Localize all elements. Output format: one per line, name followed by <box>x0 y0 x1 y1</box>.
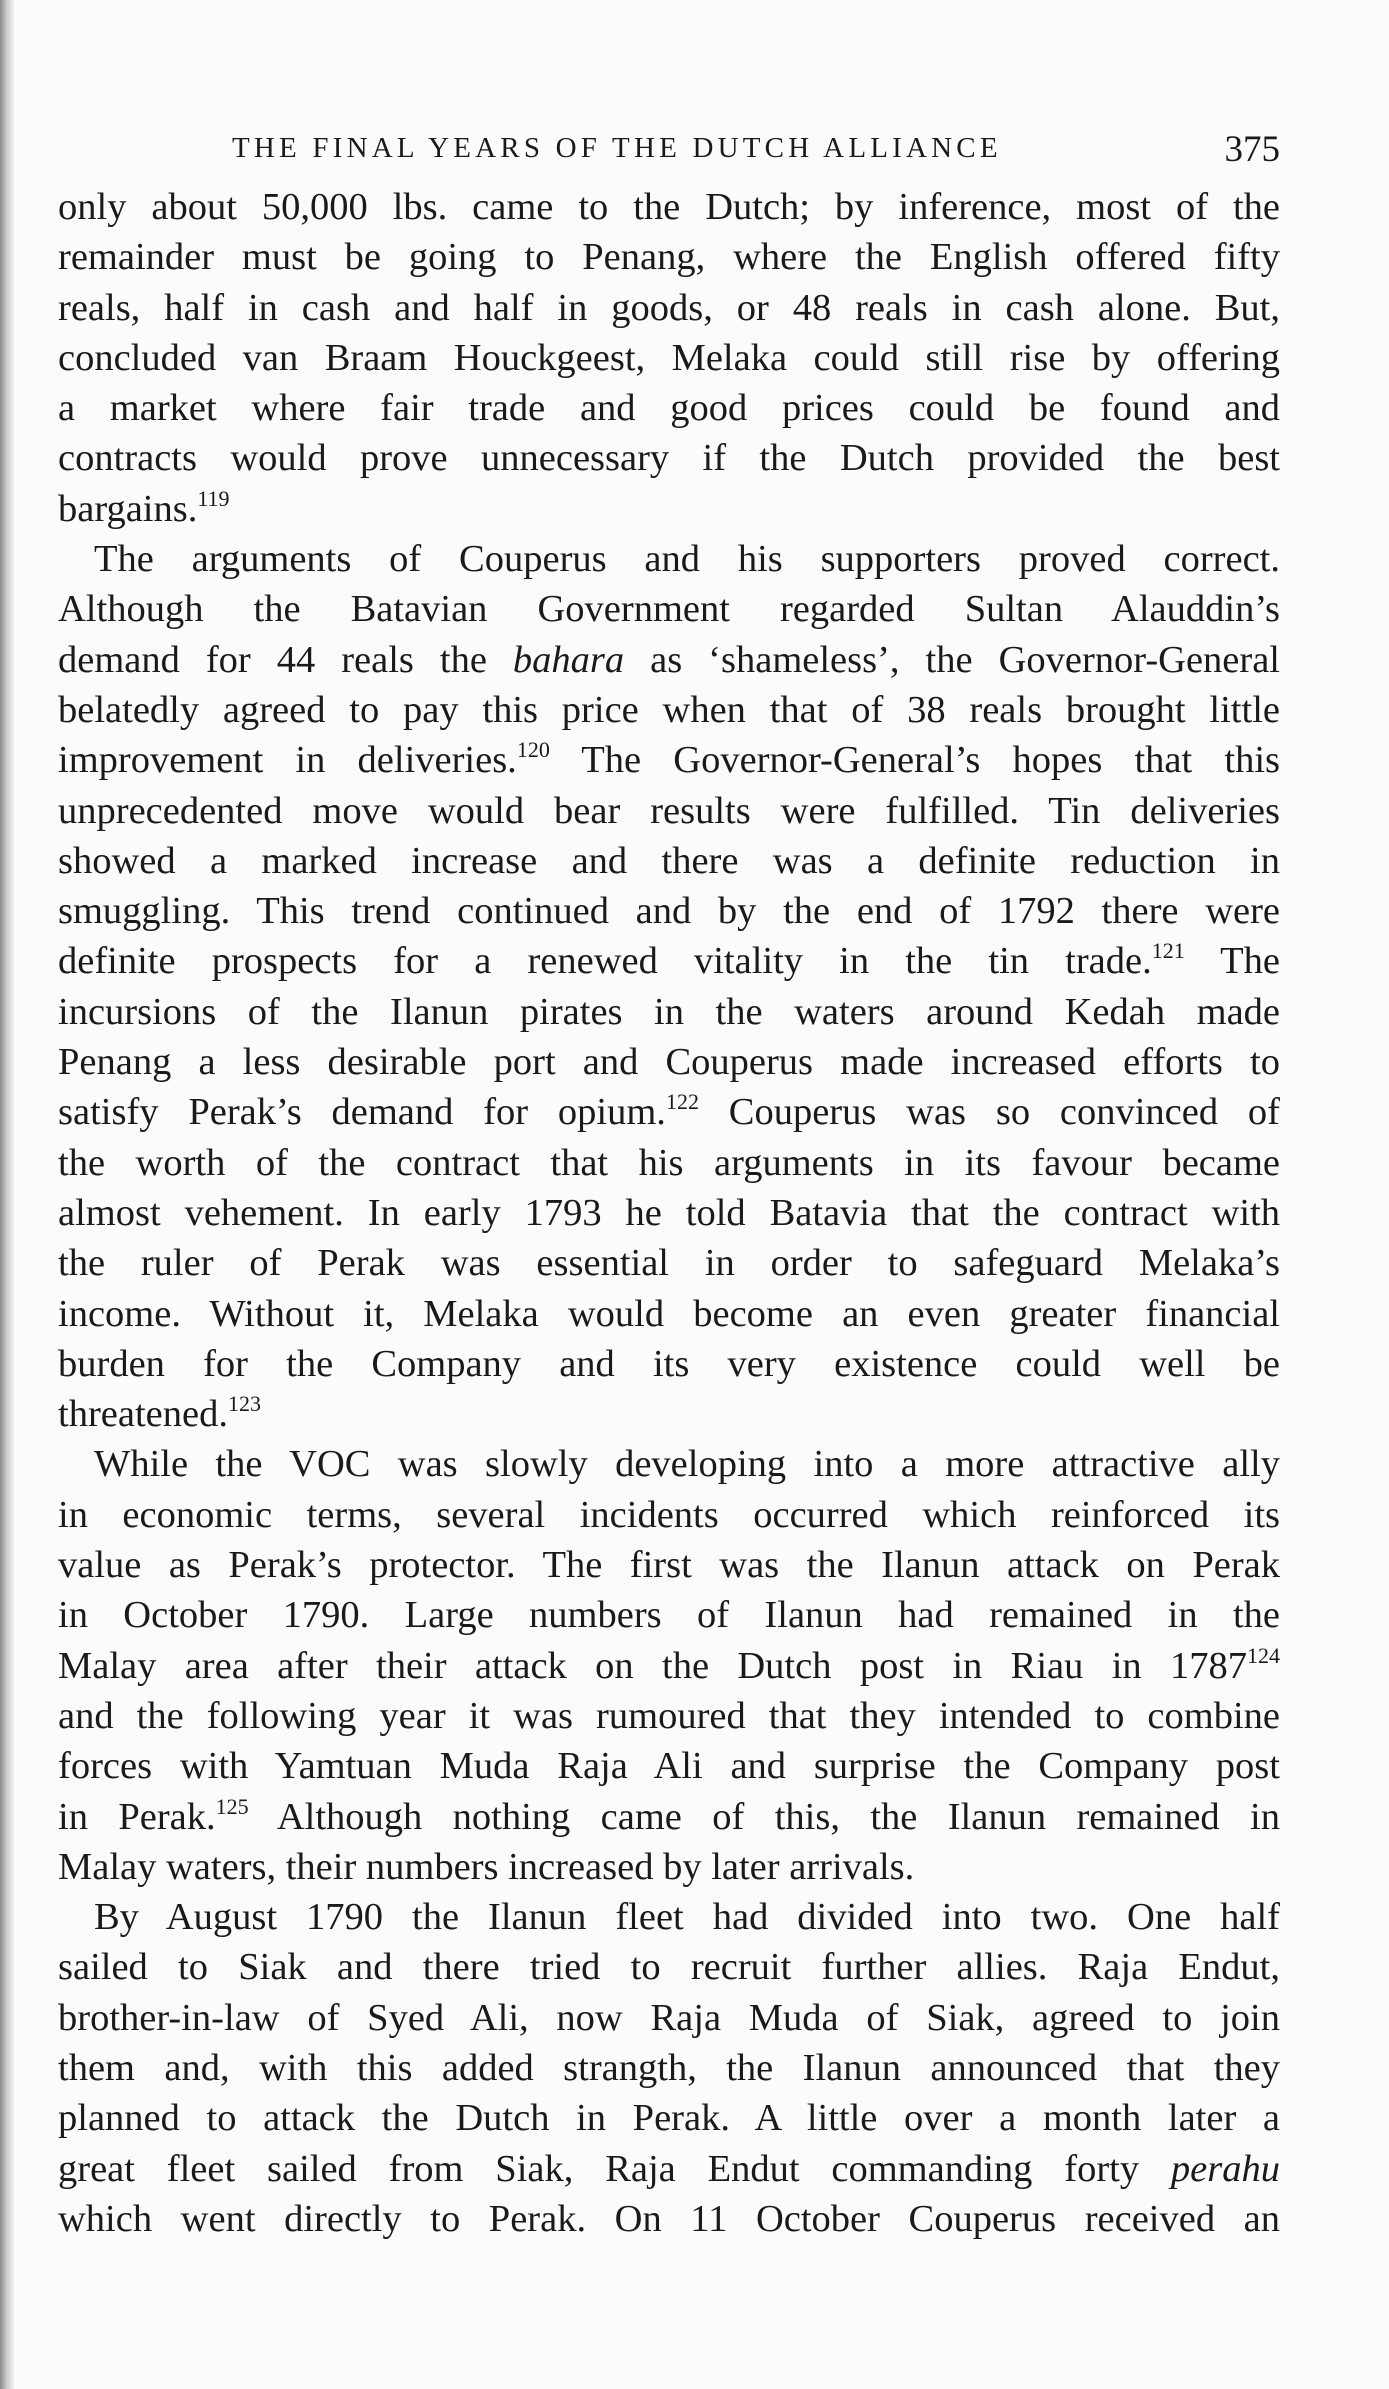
text-segment: The Governor-General’s hopes that this <box>549 739 1280 782</box>
body-text <box>58 182 1280 2244</box>
text-segment: belatedly agreed to pay this price when that of 38 reals brought little <box>58 688 1280 731</box>
text-segment: burden for the Company and its very existence could well be <box>58 1342 1280 1385</box>
page-number: 375 <box>1224 129 1280 170</box>
text-line <box>58 1087 1280 1137</box>
text-segment: Although the Batavian Government regarded Sultan Alauddin’s <box>58 588 1280 631</box>
footnote-marker: 123 <box>227 1391 261 1417</box>
text-line <box>58 685 1280 735</box>
text-segment: contracts would prove unnecessary if the Dutch provided the best <box>58 437 1280 480</box>
text-line <box>58 987 1280 1037</box>
text-line <box>58 1490 1280 1540</box>
text-line <box>58 936 1280 986</box>
text-segment: Although nothing came of this, the Ilanun remained in <box>248 1795 1280 1838</box>
text-segment: in October 1790. Large numbers of Ilanun had remained in the <box>58 1594 1280 1637</box>
text-line <box>58 232 1280 282</box>
text-segment: remainder must be going to Penang, where the English offered fifty <box>58 236 1280 279</box>
text-line <box>58 1188 1280 1238</box>
text-segment: concluded van Braam Houckgeest, Melaka could still rise by offering <box>58 336 1280 379</box>
italic-term: perahu <box>1170 2147 1280 2190</box>
text-line <box>58 1942 1280 1992</box>
text-line <box>58 1842 1280 1892</box>
footnote-marker: 125 <box>215 1793 249 1819</box>
text-line <box>58 1892 1280 1942</box>
text-segment: unprecedented move would bear results were fulfilled. Tin deliveries <box>58 789 1280 832</box>
page-gutter-shadow <box>0 0 14 2389</box>
text-line <box>58 1792 1280 1842</box>
text-line <box>58 1691 1280 1741</box>
text-segment: sailed to Siak and there tried to recruit further allies. Raja Endut, <box>58 1946 1280 1989</box>
footnote-marker: 121 <box>1151 938 1185 964</box>
text-segment: planned to attack the Dutch in Perak. A little over a month later a <box>58 2097 1280 2140</box>
text-segment: which went directly to Perak. On 11 October Couperus received an <box>58 2197 1280 2240</box>
text-line <box>58 283 1280 333</box>
text-line <box>58 1993 1280 2043</box>
text-segment: incursions of the Ilanun pirates in the waters around Kedah made <box>58 990 1280 1033</box>
text-line <box>58 2194 1280 2244</box>
text-segment: threatened. <box>58 1393 228 1436</box>
text-segment: as ‘shameless’, the Governor-General <box>624 638 1280 681</box>
text-line <box>58 1339 1280 1389</box>
text-segment: improvement in deliveries. <box>58 739 517 782</box>
text-line <box>58 1238 1280 1288</box>
text-segment: Malay area after their attack on the Dutch post in Riau in 1787 <box>58 1644 1247 1687</box>
text-segment: satisfy Perak’s demand for opium. <box>58 1091 666 1134</box>
text-line <box>58 1138 1280 1188</box>
text-segment: the worth of the contract that his arguments in its favour became <box>58 1141 1280 1184</box>
text-segment: The arguments of Couperus and his supporters proved correct. <box>94 538 1280 581</box>
text-line <box>58 383 1280 433</box>
text-line <box>58 584 1280 634</box>
text-segment: almost vehement. In early 1793 he told Batavia that the contract with <box>58 1191 1280 1234</box>
text-segment: demand for 44 reals the <box>58 638 513 681</box>
footnote-marker: 122 <box>665 1089 699 1115</box>
text-segment: in economic terms, several incidents occurred which reinforced its <box>58 1493 1280 1536</box>
text-segment: smuggling. This trend continued and by the end of 1792 there were <box>58 890 1280 933</box>
text-segment: Penang a less desirable port and Couperus made increased efforts to <box>58 1041 1280 1084</box>
text-segment: forces with Yamtuan Muda Raja Ali and surprise the Company post <box>58 1745 1280 1788</box>
text-line <box>58 2144 1280 2194</box>
footnote-marker: 119 <box>197 485 230 511</box>
text-segment: While the VOC was slowly developing into a more attractive ally <box>94 1443 1280 1486</box>
text-line <box>58 1439 1280 1489</box>
text-line <box>58 886 1280 936</box>
text-line <box>58 182 1280 232</box>
text-line <box>58 484 1280 534</box>
text-segment: value as Perak’s protector. The first was the Ilanun attack on Perak <box>58 1544 1280 1587</box>
text-line <box>58 786 1280 836</box>
footnote-marker: 120 <box>516 737 550 763</box>
text-segment: The <box>1184 940 1280 983</box>
text-line <box>58 836 1280 886</box>
text-line <box>58 1741 1280 1791</box>
text-line <box>58 2043 1280 2093</box>
footnote-marker: 124 <box>1247 1642 1280 1668</box>
text-segment: Malay waters, their numbers increased by later arrivals. <box>58 1845 915 1888</box>
text-segment: showed a marked increase and there was a definite reduction in <box>58 839 1280 882</box>
text-segment: a market where fair trade and good prices could be found and <box>58 387 1280 430</box>
text-segment: and the following year it was rumoured that they intended to combine <box>58 1694 1280 1737</box>
text-line <box>58 2093 1280 2143</box>
text-segment: definite prospects for a renewed vitality in the tin trade. <box>58 940 1152 983</box>
text-line <box>58 534 1280 584</box>
italic-term: bahara <box>512 638 625 681</box>
text-line <box>58 1037 1280 1087</box>
text-segment: great fleet sailed from Siak, Raja Endut commanding forty <box>58 2147 1171 2190</box>
text-segment: in Perak. <box>58 1795 216 1838</box>
text-segment: Couperus was so convinced of <box>698 1091 1281 1134</box>
text-segment: By August 1790 the Ilanun fleet had divided into two. One half <box>94 1896 1280 1939</box>
text-segment: only about 50,000 lbs. came to the Dutch; by inference, most of the <box>58 186 1280 228</box>
text-line <box>58 1590 1280 1640</box>
text-line <box>58 1389 1280 1439</box>
text-line <box>58 1289 1280 1339</box>
running-title: THE FINAL YEARS OF THE DUTCH ALLIANCE <box>232 132 1002 164</box>
text-line <box>58 1540 1280 1590</box>
text-line <box>58 433 1280 483</box>
text-segment: the ruler of Perak was essential in order to safeguard Melaka’s <box>58 1242 1280 1285</box>
text-line <box>58 1641 1280 1691</box>
text-segment: brother-in-law of Syed Ali, now Raja Muda of Siak, agreed to join <box>58 1996 1280 2039</box>
text-segment: income. Without it, Melaka would become an even greater financial <box>58 1292 1280 1335</box>
text-line <box>58 635 1280 685</box>
text-segment: bargains. <box>58 487 198 530</box>
text-line <box>58 735 1280 785</box>
text-line <box>58 333 1280 383</box>
text-segment: reals, half in cash and half in goods, or 48 reals in cash alone. But, <box>58 286 1280 329</box>
text-segment: them and, with this added strangth, the Ilanun announced that they <box>58 2046 1280 2089</box>
running-head <box>232 128 1280 172</box>
